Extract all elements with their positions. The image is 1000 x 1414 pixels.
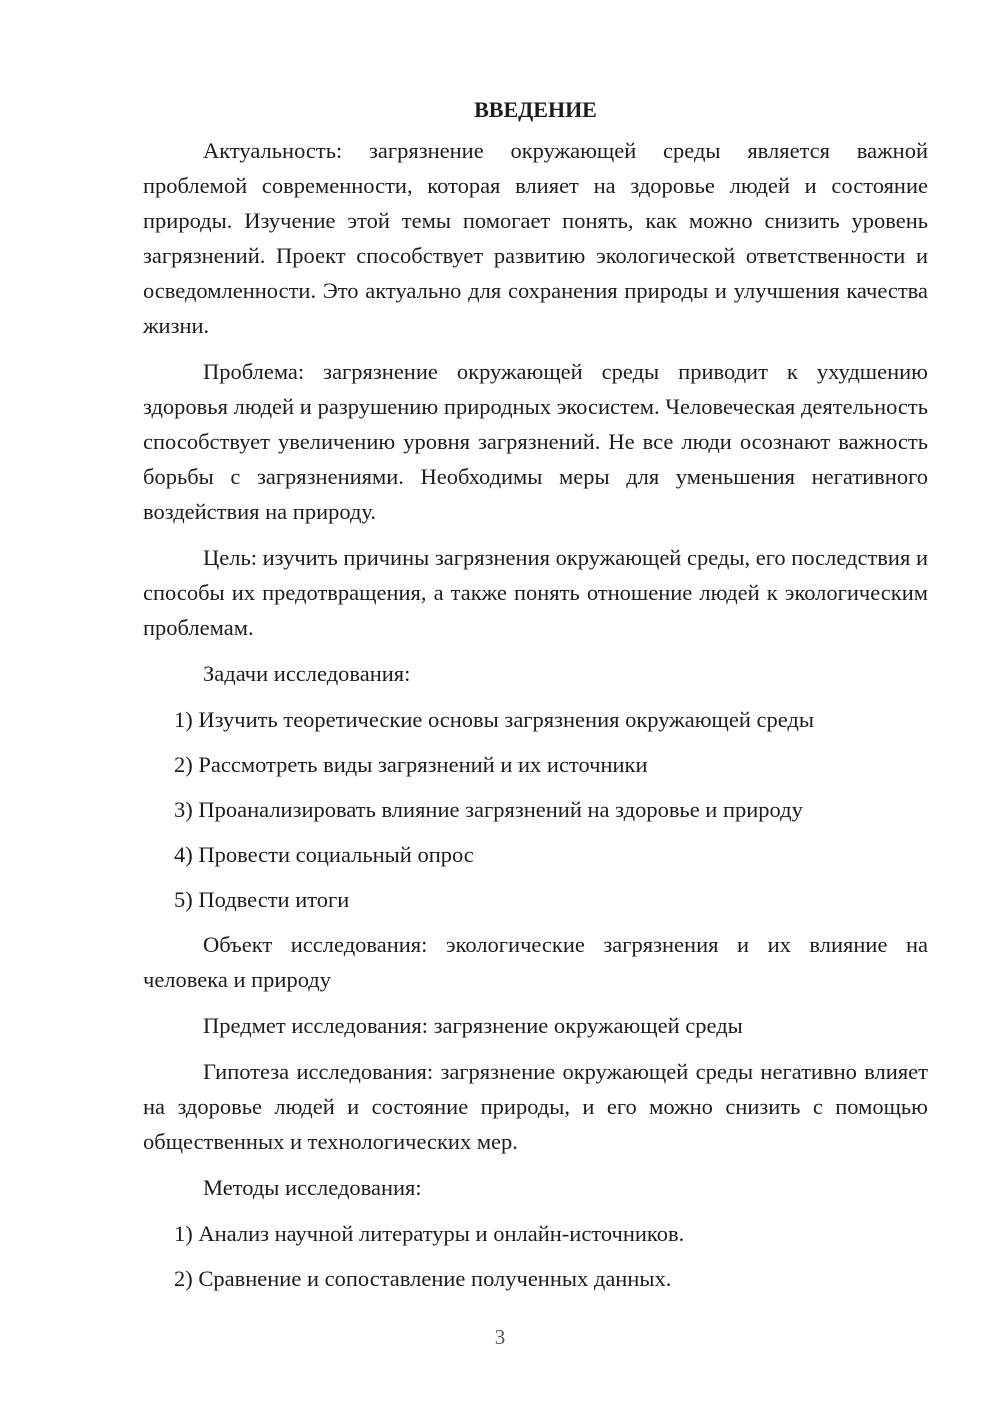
relevance-paragraph: Актуальность: загрязнение окружающей среды является важной проблемой современности, которая влияет на здоровье людей и состояние природы. Изучение этой темы помогает понять, как можно снизить уровень загрязнений. Проект способствует развитию экологической ответственности и осведомленности. Это актуально для сохранения природы и улучшения качества жизни. [143, 138, 928, 338]
list-item: 3) Проанализировать влияние загрязнений на здоровье и природу [174, 797, 803, 822]
list-item: 1) Изучить теоретические основы загрязнения окружающей среды [174, 707, 814, 732]
methods-list [143, 1216, 928, 1296]
list-item: 5) Подвести итоги [174, 887, 350, 912]
document-page [143, 92, 928, 1306]
list-item: 1) Анализ научной литературы и онлайн-источников. [174, 1221, 685, 1246]
page-number: 3 [494, 1325, 506, 1349]
subject-paragraph: Предмет исследования: загрязнение окружающей среды [203, 1013, 743, 1038]
section-title: ВВЕДЕНИЕ [474, 97, 597, 122]
list-item: 2) Рассмотреть виды загрязнений и их источники [174, 752, 648, 777]
tasks-heading: Задачи исследования: [203, 661, 411, 686]
object-paragraph: Объект исследования: экологические загрязнения и их влияние на человека и природу [143, 932, 928, 992]
list-item: 2) Сравнение и сопоставление полученных данных. [174, 1266, 672, 1291]
list-item: 4) Провести социальный опрос [174, 842, 474, 867]
problem-paragraph: Проблема: загрязнение окружающей среды приводит к ухудшению здоровья людей и разрушению природных экосистем. Человеческая деятельность способствует увеличению уровня загрязнений. Не все люди осознают важность борьбы с загрязнениями. Необходимы меры для уменьшения негативного воздействия на природу. [143, 359, 928, 524]
goal-paragraph: Цель: изучить причины загрязнения окружающей среды, его последствия и способы их предотвращения, а также понять отношение людей к экологическим проблемам. [143, 545, 928, 640]
methods-heading: Методы исследования: [203, 1175, 422, 1200]
hypothesis-paragraph: Гипотеза исследования: загрязнение окружающей среды негативно влияет на здоровье людей и состояние природы, и его можно снизить с помощью общественных и технологических мер. [143, 1059, 928, 1154]
tasks-list [143, 702, 928, 917]
